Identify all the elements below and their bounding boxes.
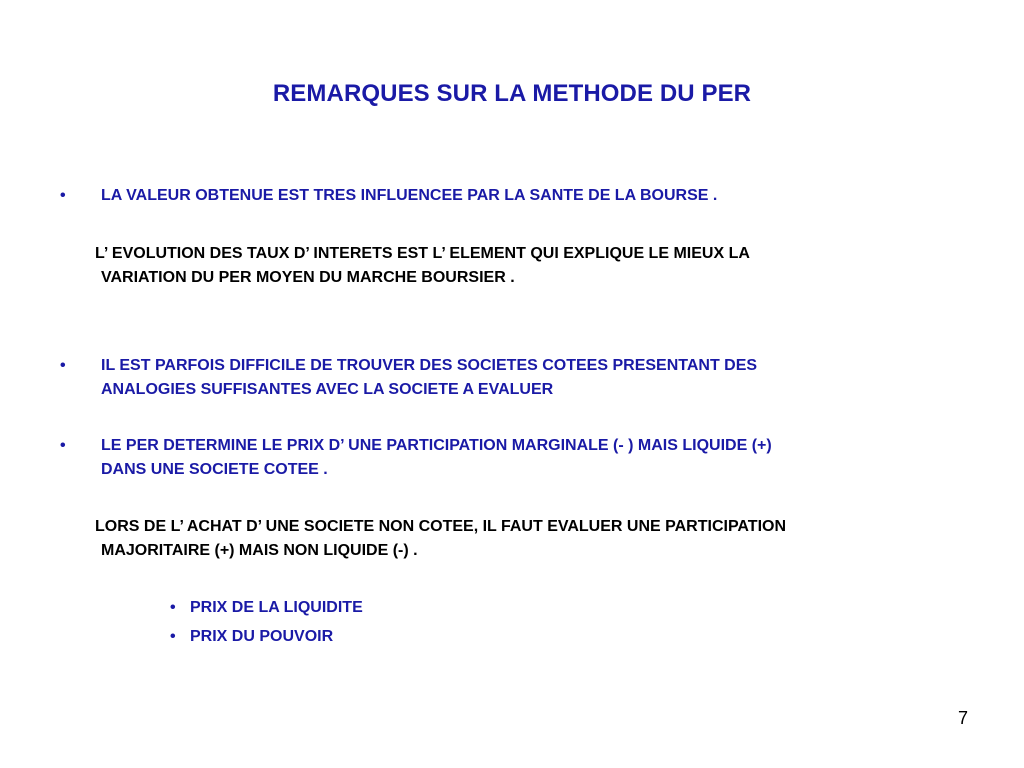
- bullet-marker: •: [60, 357, 66, 374]
- bullet-point-3-line-2: DANS UNE SOCIETE COTEE .: [101, 461, 328, 478]
- sub-point-power: PRIX DU POUVOIR: [190, 628, 334, 645]
- note-2-line-2: MAJORITAIRE (+) MAIS NON LIQUIDE (-) .: [101, 542, 418, 559]
- sub-bullet-marker: •: [170, 599, 176, 616]
- sub-bullet-marker: •: [170, 628, 176, 645]
- bullet-point-3-line-1: LE PER DETERMINE LE PRIX D’ UNE PARTICIPATION MARGINALE (- ) MAIS LIQUIDE (+): [101, 437, 772, 454]
- bullet-point-3: [101, 434, 981, 482]
- note-interest-rates: [95, 242, 995, 290]
- bullet-point-1: [101, 184, 981, 208]
- note-1-line-1: L’ EVOLUTION DES TAUX D’ INTERETS EST L’ ELEMENT QUI EXPLIQUE LE MIEUX LA: [95, 245, 750, 262]
- bullet-point-2: [101, 354, 981, 402]
- note-1-line-2: VARIATION DU PER MOYEN DU MARCHE BOURSIER .: [101, 269, 515, 286]
- bullet-marker: •: [60, 187, 66, 204]
- note-2-line-1: LORS DE L’ ACHAT D’ UNE SOCIETE NON COTEE, IL FAUT EVALUER UNE PARTICIPATION: [95, 518, 787, 535]
- slide-title: REMARQUES SUR LA METHODE DU PER: [272, 80, 752, 107]
- page-number: 7: [957, 708, 968, 728]
- bullet-point-2-line-2: ANALOGIES SUFFISANTES AVEC LA SOCIETE A EVALUER: [101, 381, 554, 398]
- bullet-marker: •: [60, 437, 66, 454]
- bullet-point-1-text: LA VALEUR OBTENUE EST TRES INFLUENCEE PAR LA SANTE DE LA BOURSE .: [101, 187, 718, 204]
- bullet-point-2-line-1: IL EST PARFOIS DIFFICILE DE TROUVER DES SOCIETES COTEES PRESENTANT DES: [101, 357, 758, 374]
- note-unlisted-company: [95, 515, 995, 563]
- sub-point-liquidity: PRIX DE LA LIQUIDITE: [190, 599, 363, 616]
